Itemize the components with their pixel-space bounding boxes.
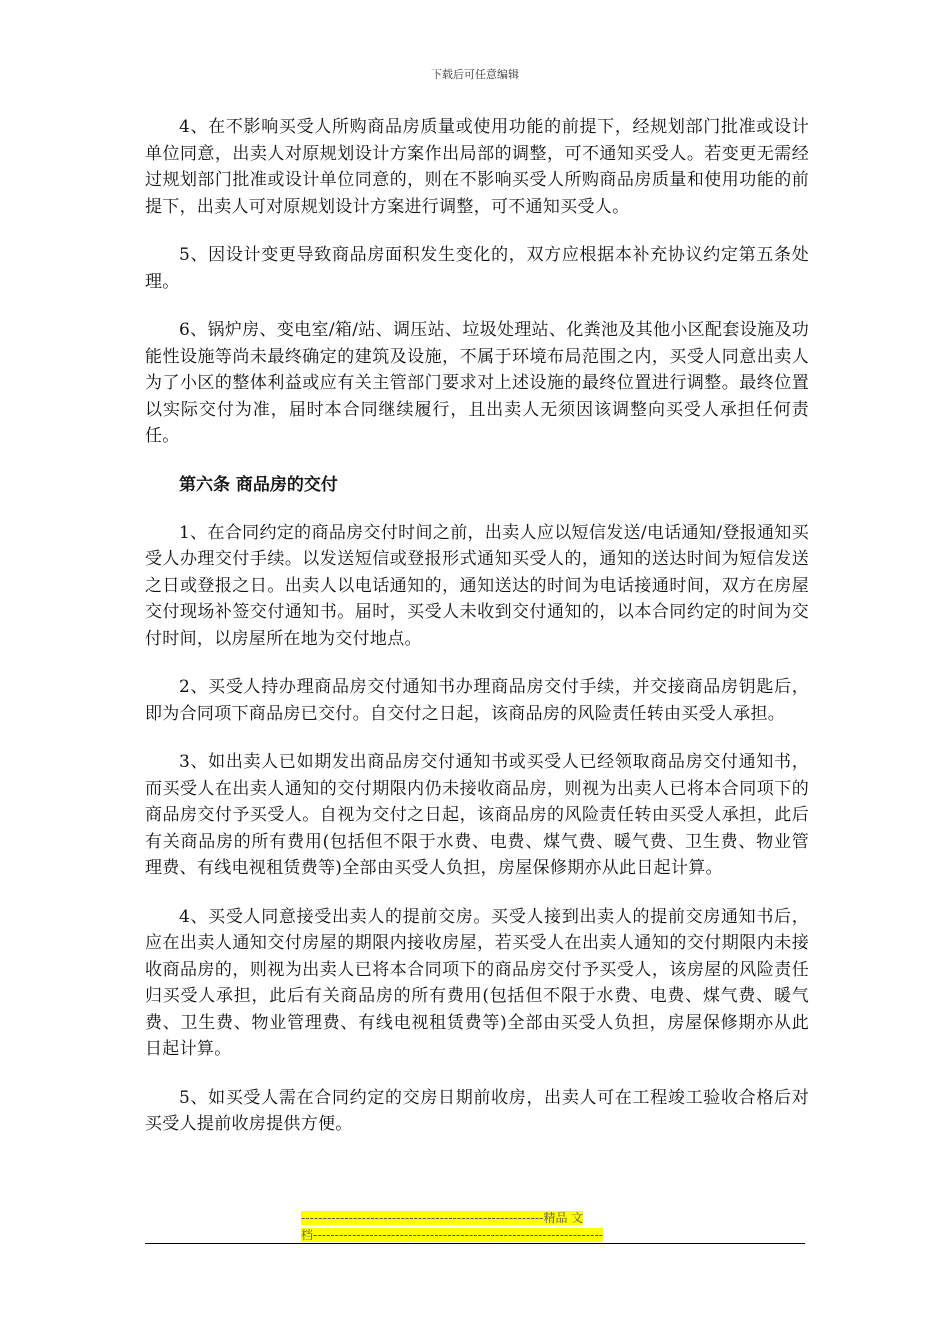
footer-line-2 xyxy=(301,1227,651,1244)
clause-paragraph: 6、锅炉房、变电室/箱/站、调压站、垃圾处理站、化粪池及其他小区配套设施及功能性设施等尚未最终确定的建筑及设施，不属于环境布局范围之内，买受人同意出卖人为了小区的整体利益或应有关主管部门要求对上述设施的最终位置进行调整。最终位置以实际交付为准，届时本合同继续履行，且出卖人无须因该调整向买受人承担任何责任。 xyxy=(145,320,809,446)
document-body xyxy=(145,114,809,1160)
clause-paragraph: 2、买受人持办理商品房交付通知书办理商品房交付手续，并交接商品房钥匙后，即为合同项下商品房已交付。自交付之日起，该商品房的风险责任转由买受人承担。 xyxy=(145,677,809,724)
footer-watermark xyxy=(301,1210,651,1244)
clause-paragraph: 5、因设计变更导致商品房面积发生变化的，双方应根据本补充协议约定第五条处理。 xyxy=(145,245,809,292)
clause-paragraph: 4、买受人同意接受出卖人的提前交房。买受人接到出卖人的提前交房通知书后，应在出卖人通知交付房屋的期限内接收房屋，若买受人在出卖人通知的交付期限内未接收商品房的，则视为出卖人已将本合同项下的商品房交付予买受人，该房屋的风险责任归买受人承担，此后有关商品房的所有费用(包括但不限于水费、电费、煤气费、暖气费、卫生费、物业管理费、有线电视租赁费等)全部由买受人负担，房屋保修期亦从此日起计算。 xyxy=(145,906,809,1059)
footer-line-1 xyxy=(301,1210,651,1227)
clause-paragraph: 1、在合同约定的商品房交付时间之前，出卖人应以短信发送/电话通知/登报通知买受人办理交付手续。以发送短信或登报形式通知买受人的，通知的送达时间为短信发送之日或登报之日。出卖人以电话通知的，通知送达的时间为电话接通时间，双方在房屋交付现场补签交付通知书。届时，买受人未收到交付通知的，以本合同约定的时间为交付时间，以房屋所在地为交付地点。 xyxy=(145,522,809,649)
clause-paragraph: 5、如买受人需在合同约定的交房日期前收房，出卖人可在工程竣工验收合格后对买受人提前收房提供方便。 xyxy=(145,1087,809,1134)
footer-divider xyxy=(145,1243,805,1244)
footer-highlight-1: --------------------------------------------------------精品 文 xyxy=(301,1211,584,1225)
footer-highlight-2: 档------------------------------------------------------------------- xyxy=(301,1228,604,1242)
page-header-note: 下载后可任意编辑 xyxy=(431,68,519,81)
section-heading: 第六条 商品房的交付 xyxy=(179,474,338,495)
clause-paragraph: 4、在不影响买受人所购商品房质量或使用功能的前提下，经规划部门批准或设计单位同意，出卖人对原规划设计方案作出局部的调整，可不通知买受人。若变更无需经过规划部门批准或设计单位同意的，则在不影响买受人所购商品房质量和使用功能的前提下，出卖人可对原规划设计方案进行调整，可不通知买受人。 xyxy=(145,117,809,217)
clause-paragraph: 3、如出卖人已如期发出商品房交付通知书或买受人已经领取商品房交付通知书，而买受人在出卖人通知的交付期限内仍未接收商品房，则视为出卖人已将本合同项下的商品房交付予买受人。自视为交付之日起，该商品房的风险责任转由买受人承担，此后有关商品房的所有费用(包括但不限于水费、电费、煤气费、暖气费、卫生费、物业管理费、有线电视租赁费等)全部由买受人负担，房屋保修期亦从此日起计算。 xyxy=(145,752,809,878)
